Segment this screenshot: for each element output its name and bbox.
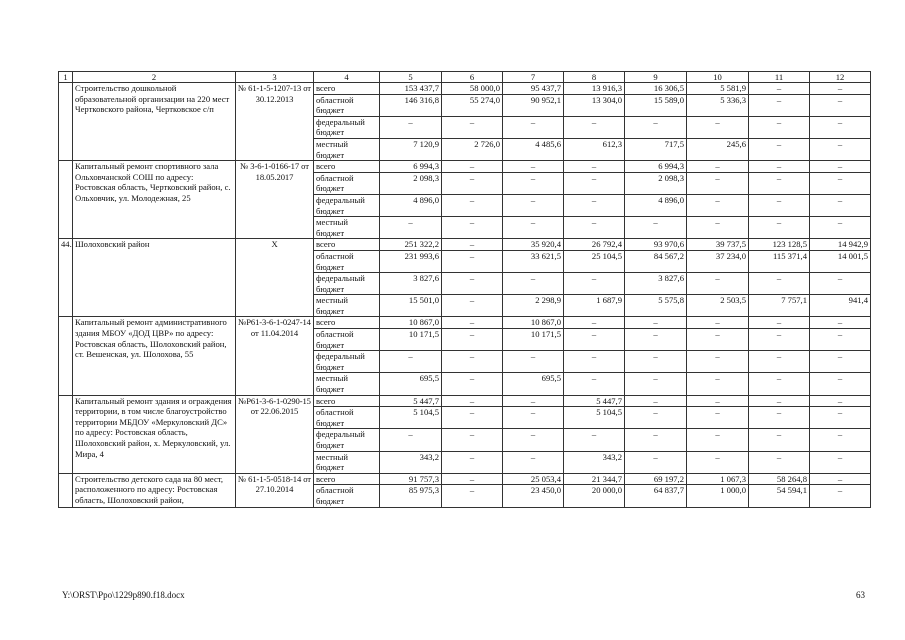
- amount-cell: –: [810, 373, 871, 395]
- amount-cell: 695,5: [503, 373, 564, 395]
- amount-cell: –: [442, 172, 503, 194]
- amount-cell: 7 757,1: [749, 295, 810, 317]
- column-number-cell: 3: [236, 72, 314, 83]
- amount-cell: 58 264,8: [749, 473, 810, 485]
- column-number-cell: 10: [687, 72, 749, 83]
- amount-cell: –: [564, 317, 625, 329]
- amount-cell: –: [625, 373, 687, 395]
- amount-cell: –: [625, 451, 687, 473]
- amount-cell: 251 322,2: [380, 239, 442, 251]
- amount-cell: –: [749, 373, 810, 395]
- amount-cell: 6 994,3: [625, 161, 687, 173]
- column-number-cell: 4: [314, 72, 380, 83]
- funding-source-cell: местный бюджет: [314, 295, 380, 317]
- item-number-cell: [59, 161, 73, 239]
- amount-cell: –: [810, 351, 871, 373]
- amount-cell: –: [503, 351, 564, 373]
- amount-cell: –: [625, 351, 687, 373]
- funding-source-cell: федеральный бюджет: [314, 194, 380, 216]
- amount-cell: 85 975,3: [380, 485, 442, 507]
- amount-cell: –: [687, 373, 749, 395]
- amount-cell: 10 171,5: [503, 329, 564, 351]
- amount-cell: 695,5: [380, 373, 442, 395]
- column-number-cell: 12: [810, 72, 871, 83]
- funding-source-cell: областной бюджет: [314, 407, 380, 429]
- amount-cell: –: [564, 373, 625, 395]
- amount-cell: 2 098,3: [380, 172, 442, 194]
- amount-cell: –: [687, 194, 749, 216]
- amount-cell: –: [442, 116, 503, 138]
- amount-cell: –: [810, 83, 871, 95]
- amount-cell: –: [564, 329, 625, 351]
- amount-cell: –: [503, 429, 564, 451]
- amount-cell: 39 737,5: [687, 239, 749, 251]
- amount-cell: –: [687, 395, 749, 407]
- amount-cell: –: [749, 194, 810, 216]
- amount-cell: 14 001,5: [810, 250, 871, 272]
- amount-cell: –: [810, 473, 871, 485]
- amount-cell: –: [442, 473, 503, 485]
- funding-source-cell: местный бюджет: [314, 217, 380, 239]
- amount-cell: –: [442, 451, 503, 473]
- amount-cell: –: [749, 395, 810, 407]
- column-number-cell: 6: [442, 72, 503, 83]
- column-number-cell: 5: [380, 72, 442, 83]
- document-number-cell: № 61-1-5-1207-13 от 30.12.2013: [236, 83, 314, 161]
- item-number-cell: [59, 83, 73, 161]
- object-name-cell: Строительство дошкольной образовательной организации на 220 мест Чертковского района, Чертковское с/п: [73, 83, 236, 161]
- amount-cell: 5 447,7: [564, 395, 625, 407]
- amount-cell: 5 447,7: [380, 395, 442, 407]
- amount-cell: 69 197,2: [625, 473, 687, 485]
- amount-cell: –: [564, 172, 625, 194]
- amount-cell: 93 970,6: [625, 239, 687, 251]
- footer-page-number: 63: [856, 590, 865, 600]
- amount-cell: –: [442, 351, 503, 373]
- table-row: [59, 317, 871, 329]
- funding-source-cell: областной бюджет: [314, 172, 380, 194]
- amount-cell: –: [687, 172, 749, 194]
- amount-cell: 123 128,5: [749, 239, 810, 251]
- amount-cell: –: [625, 317, 687, 329]
- amount-cell: –: [687, 116, 749, 138]
- table-row: [59, 395, 871, 407]
- amount-cell: 612,3: [564, 138, 625, 160]
- amount-cell: 146 316,8: [380, 94, 442, 116]
- amount-cell: –: [687, 317, 749, 329]
- amount-cell: –: [442, 317, 503, 329]
- funding-source-cell: всего: [314, 83, 380, 95]
- amount-cell: 64 837,7: [625, 485, 687, 507]
- amount-cell: 10 171,5: [380, 329, 442, 351]
- amount-cell: –: [749, 329, 810, 351]
- funding-source-cell: всего: [314, 473, 380, 485]
- amount-cell: 15 501,0: [380, 295, 442, 317]
- amount-cell: –: [442, 194, 503, 216]
- amount-cell: –: [625, 329, 687, 351]
- amount-cell: –: [749, 116, 810, 138]
- amount-cell: –: [380, 351, 442, 373]
- amount-cell: –: [749, 407, 810, 429]
- amount-cell: –: [625, 395, 687, 407]
- amount-cell: –: [503, 161, 564, 173]
- amount-cell: 5 104,5: [564, 407, 625, 429]
- column-number-cell: 9: [625, 72, 687, 83]
- amount-cell: –: [687, 429, 749, 451]
- amount-cell: –: [749, 429, 810, 451]
- object-name-cell: Шолоховский район: [73, 239, 236, 317]
- amount-cell: –: [810, 429, 871, 451]
- amount-cell: –: [749, 138, 810, 160]
- table-row: [59, 239, 871, 251]
- amount-cell: –: [687, 407, 749, 429]
- column-number-row: [59, 72, 871, 83]
- amount-cell: –: [564, 429, 625, 451]
- funding-source-cell: областной бюджет: [314, 329, 380, 351]
- column-number-cell: 7: [503, 72, 564, 83]
- amount-cell: –: [625, 217, 687, 239]
- amount-cell: –: [749, 317, 810, 329]
- document-number-cell: № 61-1-5-0518-14 от 27.10.2014: [236, 473, 314, 507]
- amount-cell: –: [442, 295, 503, 317]
- column-number-cell: 8: [564, 72, 625, 83]
- document-number-cell: X: [236, 239, 314, 317]
- amount-cell: 5 575,8: [625, 295, 687, 317]
- amount-cell: –: [442, 250, 503, 272]
- amount-cell: –: [564, 161, 625, 173]
- amount-cell: 84 567,2: [625, 250, 687, 272]
- amount-cell: 13 916,3: [564, 83, 625, 95]
- amount-cell: 26 792,4: [564, 239, 625, 251]
- amount-cell: 3 827,6: [625, 273, 687, 295]
- column-number-cell: 1: [59, 72, 73, 83]
- funding-source-cell: областной бюджет: [314, 250, 380, 272]
- amount-cell: 10 867,0: [380, 317, 442, 329]
- amount-cell: –: [749, 94, 810, 116]
- funding-source-cell: областной бюджет: [314, 94, 380, 116]
- item-number-cell: [59, 395, 73, 473]
- amount-cell: –: [503, 395, 564, 407]
- amount-cell: 2 098,3: [625, 172, 687, 194]
- amount-cell: –: [810, 317, 871, 329]
- amount-cell: –: [442, 161, 503, 173]
- amount-cell: –: [564, 273, 625, 295]
- amount-cell: –: [442, 407, 503, 429]
- amount-cell: 91 757,3: [380, 473, 442, 485]
- amount-cell: –: [442, 395, 503, 407]
- amount-cell: 4 896,0: [625, 194, 687, 216]
- amount-cell: –: [810, 217, 871, 239]
- amount-cell: –: [749, 451, 810, 473]
- amount-cell: –: [625, 429, 687, 451]
- amount-cell: 245,6: [687, 138, 749, 160]
- amount-cell: –: [749, 161, 810, 173]
- amount-cell: 6 994,3: [380, 161, 442, 173]
- amount-cell: 941,4: [810, 295, 871, 317]
- column-number-cell: 11: [749, 72, 810, 83]
- amount-cell: –: [810, 138, 871, 160]
- amount-cell: –: [503, 407, 564, 429]
- amount-cell: –: [564, 194, 625, 216]
- amount-cell: –: [687, 273, 749, 295]
- amount-cell: 4 485,6: [503, 138, 564, 160]
- table-row: [59, 473, 871, 485]
- amount-cell: 343,2: [380, 451, 442, 473]
- object-name-cell: Капитальный ремонт спортивного зала Ольховчанской СОШ по адресу: Ростовская область, Чертковский район, с. Ольховчик, ул. Молодежная, 25: [73, 161, 236, 239]
- amount-cell: –: [810, 116, 871, 138]
- table-row: [59, 83, 871, 95]
- amount-cell: –: [380, 429, 442, 451]
- footer-file-path: Y:\ORST\Ppo\1229p890.f18.docx: [62, 590, 185, 600]
- object-name-cell: Капитальный ремонт административного здания МБОУ «ДОД ЦВР» по адресу: Ростовская область, Шолоховский район, ст. Вешенская, ул. Шолохова, 55: [73, 317, 236, 395]
- amount-cell: 21 344,7: [564, 473, 625, 485]
- amount-cell: –: [810, 451, 871, 473]
- funding-source-cell: всего: [314, 239, 380, 251]
- amount-cell: –: [749, 217, 810, 239]
- amount-cell: –: [442, 429, 503, 451]
- amount-cell: 717,5: [625, 138, 687, 160]
- amount-cell: –: [503, 194, 564, 216]
- amount-cell: 55 274,0: [442, 94, 503, 116]
- amount-cell: –: [564, 217, 625, 239]
- funding-source-cell: всего: [314, 395, 380, 407]
- table-row: [59, 161, 871, 173]
- item-number-cell: 44.: [59, 239, 73, 317]
- amount-cell: –: [749, 351, 810, 373]
- amount-cell: –: [749, 172, 810, 194]
- amount-cell: –: [564, 351, 625, 373]
- amount-cell: 5 336,3: [687, 94, 749, 116]
- amount-cell: –: [442, 485, 503, 507]
- amount-cell: –: [810, 94, 871, 116]
- column-number-cell: 2: [73, 72, 236, 83]
- funding-source-cell: всего: [314, 317, 380, 329]
- amount-cell: 231 993,6: [380, 250, 442, 272]
- amount-cell: –: [442, 217, 503, 239]
- amount-cell: –: [503, 217, 564, 239]
- amount-cell: –: [810, 161, 871, 173]
- funding-source-cell: федеральный бюджет: [314, 273, 380, 295]
- amount-cell: 15 589,0: [625, 94, 687, 116]
- amount-cell: 4 896,0: [380, 194, 442, 216]
- amount-cell: 90 952,1: [503, 94, 564, 116]
- amount-cell: 1 000,0: [687, 485, 749, 507]
- funding-source-cell: местный бюджет: [314, 138, 380, 160]
- amount-cell: –: [687, 329, 749, 351]
- amount-cell: 95 437,7: [503, 83, 564, 95]
- amount-cell: 16 306,5: [625, 83, 687, 95]
- amount-cell: –: [625, 116, 687, 138]
- document-number-cell: №Р61-3-6-1-0247-14 от 11.04.2014: [236, 317, 314, 395]
- amount-cell: 2 298,9: [503, 295, 564, 317]
- amount-cell: 5 104,5: [380, 407, 442, 429]
- amount-cell: 1 067,3: [687, 473, 749, 485]
- amount-cell: 58 000,0: [442, 83, 503, 95]
- amount-cell: 5 581,9: [687, 83, 749, 95]
- amount-cell: 35 920,4: [503, 239, 564, 251]
- amount-cell: –: [687, 161, 749, 173]
- amount-cell: 153 437,7: [380, 83, 442, 95]
- amount-cell: –: [687, 451, 749, 473]
- amount-cell: 343,2: [564, 451, 625, 473]
- amount-cell: –: [380, 217, 442, 239]
- amount-cell: –: [442, 273, 503, 295]
- amount-cell: 3 827,6: [380, 273, 442, 295]
- amount-cell: –: [687, 351, 749, 373]
- amount-cell: 33 621,5: [503, 250, 564, 272]
- amount-cell: –: [810, 485, 871, 507]
- amount-cell: –: [380, 116, 442, 138]
- amount-cell: 10 867,0: [503, 317, 564, 329]
- amount-cell: –: [810, 273, 871, 295]
- amount-cell: –: [749, 83, 810, 95]
- object-name-cell: Строительство детского сада на 80 мест, расположенного по адресу: Ростовская область, Шолоховский район,: [73, 473, 236, 507]
- amount-cell: –: [442, 373, 503, 395]
- amount-cell: –: [749, 273, 810, 295]
- amount-cell: –: [625, 407, 687, 429]
- amount-cell: –: [442, 329, 503, 351]
- amount-cell: 115 371,4: [749, 250, 810, 272]
- amount-cell: –: [810, 329, 871, 351]
- amount-cell: –: [810, 194, 871, 216]
- funding-source-cell: местный бюджет: [314, 373, 380, 395]
- amount-cell: –: [810, 407, 871, 429]
- amount-cell: 14 942,9: [810, 239, 871, 251]
- document-number-cell: №Р61-3-6-1-0290-15 от 22.06.2015: [236, 395, 314, 473]
- funding-source-cell: областной бюджет: [314, 485, 380, 507]
- amount-cell: –: [564, 116, 625, 138]
- amount-cell: 7 120,9: [380, 138, 442, 160]
- amount-cell: 25 053,4: [503, 473, 564, 485]
- amount-cell: 20 000,0: [564, 485, 625, 507]
- document-number-cell: № 3-6-1-0166-17 от 18.05.2017: [236, 161, 314, 239]
- amount-cell: –: [503, 172, 564, 194]
- amount-cell: –: [810, 395, 871, 407]
- amount-cell: –: [442, 239, 503, 251]
- amount-cell: 2 726,0: [442, 138, 503, 160]
- item-number-cell: [59, 317, 73, 395]
- amount-cell: –: [503, 273, 564, 295]
- amount-cell: –: [687, 217, 749, 239]
- funding-source-cell: федеральный бюджет: [314, 116, 380, 138]
- amount-cell: 23 450,0: [503, 485, 564, 507]
- funding-source-cell: федеральный бюджет: [314, 429, 380, 451]
- item-number-cell: [59, 473, 73, 507]
- amount-cell: 37 234,0: [687, 250, 749, 272]
- object-name-cell: Капитальный ремонт здания и ограждения территории, в том числе благоустройство территории МБДОУ «Меркуловский ДС» по адресу: Ростовская область, Шолоховский район, х. Меркуловский, ул. Мира, 4: [73, 395, 236, 473]
- amount-cell: 54 594,1: [749, 485, 810, 507]
- budget-table: [58, 71, 871, 508]
- amount-cell: 2 503,5: [687, 295, 749, 317]
- funding-source-cell: федеральный бюджет: [314, 351, 380, 373]
- amount-cell: 13 304,0: [564, 94, 625, 116]
- amount-cell: –: [810, 172, 871, 194]
- amount-cell: –: [503, 451, 564, 473]
- amount-cell: 25 104,5: [564, 250, 625, 272]
- funding-source-cell: местный бюджет: [314, 451, 380, 473]
- funding-source-cell: всего: [314, 161, 380, 173]
- amount-cell: 1 687,9: [564, 295, 625, 317]
- amount-cell: –: [503, 116, 564, 138]
